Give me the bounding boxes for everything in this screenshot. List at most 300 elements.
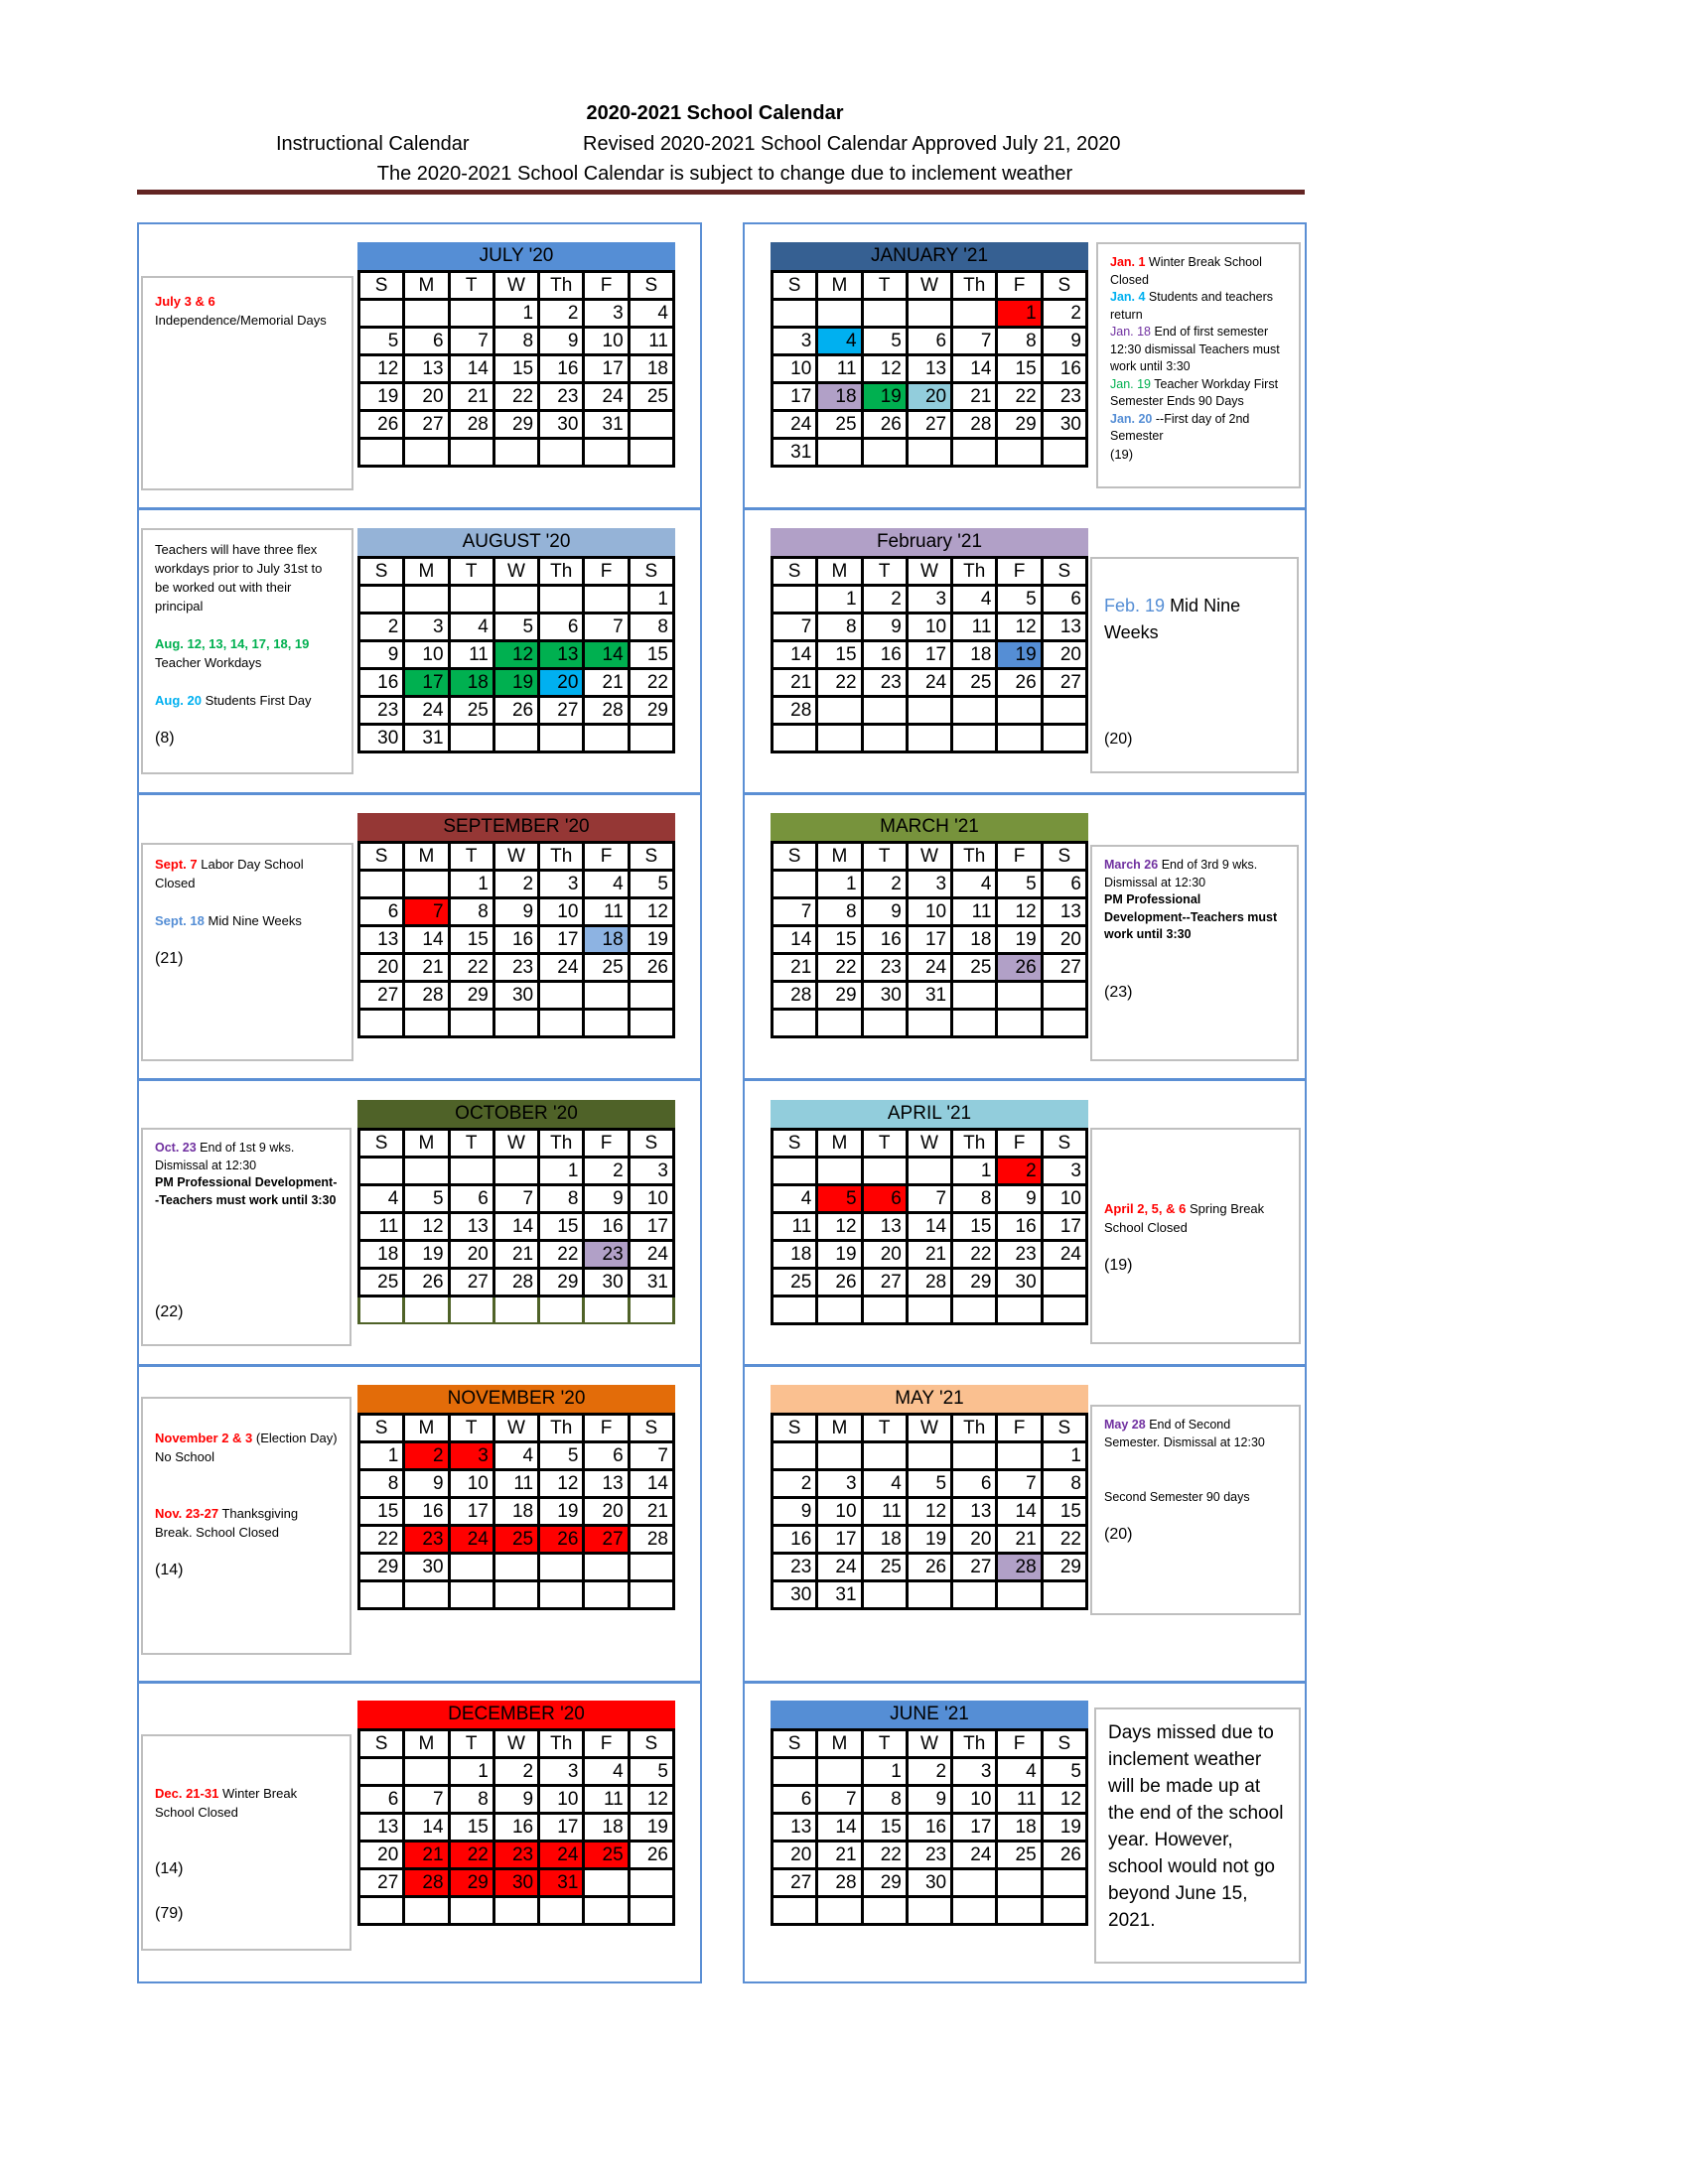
subtitle-instructional: Instructional Calendar <box>276 133 470 155</box>
day-cell: 7 <box>773 898 817 926</box>
day-cell: 15 <box>862 1814 907 1842</box>
day-cell: 11 <box>817 355 862 383</box>
empty-cell <box>359 1581 404 1609</box>
day-cell: 23 <box>1042 383 1086 411</box>
day-cell: 8 <box>862 1786 907 1814</box>
day-cell: 24 <box>907 954 951 982</box>
day-cell: 24 <box>773 411 817 439</box>
day-cell: 7 <box>584 614 629 641</box>
day-cell: 15 <box>359 1498 404 1526</box>
day-cell: 14 <box>493 1213 538 1241</box>
note-text: --First day of 2nd Semester <box>1110 411 1250 443</box>
note-date-label: Jan. 18 <box>1110 325 1152 339</box>
day-cell: 27 <box>1042 954 1086 982</box>
day-cell: 30 <box>997 1269 1042 1297</box>
empty-cell <box>493 1297 538 1324</box>
day-cell: 20 <box>584 1498 629 1526</box>
empty-cell <box>449 439 493 467</box>
day-cell: 28 <box>817 1869 862 1897</box>
empty-cell <box>907 1581 951 1609</box>
weekday-header: T <box>449 1415 493 1442</box>
month-grid <box>771 270 1088 468</box>
empty-cell <box>773 1758 817 1786</box>
month-grid <box>771 1413 1088 1610</box>
day-cell: 29 <box>449 1869 493 1897</box>
empty-cell <box>952 1581 997 1609</box>
weekday-header: S <box>1042 843 1086 871</box>
weekday-header: W <box>493 1730 538 1758</box>
day-cell: 15 <box>449 1814 493 1842</box>
empty-cell <box>1042 982 1086 1010</box>
weekday-header: S <box>1042 558 1086 586</box>
day-cell: 16 <box>493 1814 538 1842</box>
day-cell: 3 <box>817 1470 862 1498</box>
day-cell: 7 <box>952 328 997 355</box>
empty-cell <box>817 1158 862 1185</box>
empty-cell <box>584 586 629 614</box>
day-cell: 3 <box>539 1758 584 1786</box>
day-cell: 5 <box>862 328 907 355</box>
day-cell: 13 <box>1042 614 1086 641</box>
note-text: Independence/Memorial Days <box>155 313 327 328</box>
note-bold-text: PM Professional Development--Teachers must work until 3:30 <box>155 1175 338 1207</box>
empty-cell <box>539 1010 584 1037</box>
note-entry <box>155 911 340 930</box>
day-cell: 2 <box>404 1442 449 1470</box>
day-cell: 7 <box>629 1442 673 1470</box>
weekday-header: Th <box>539 1730 584 1758</box>
empty-cell <box>952 1010 997 1037</box>
day-cell: 30 <box>493 982 538 1010</box>
day-cell: 7 <box>404 1786 449 1814</box>
empty-cell <box>997 697 1042 725</box>
day-cell: 1 <box>359 1442 404 1470</box>
day-cell: 7 <box>404 898 449 926</box>
day-cell: 22 <box>449 1842 493 1869</box>
instructional-days-count: (23) <box>1104 983 1133 1001</box>
note-date-label: Jan. 20 <box>1110 411 1153 426</box>
weekday-header: M <box>404 558 449 586</box>
day-cell: 28 <box>449 411 493 439</box>
weekday-header: F <box>584 843 629 871</box>
empty-cell <box>539 1297 584 1324</box>
day-cell: 27 <box>539 697 584 725</box>
instructional-days-count: (20) <box>1104 1525 1133 1543</box>
empty-cell <box>404 1758 449 1786</box>
weekday-header: Th <box>952 1415 997 1442</box>
note-entry <box>155 634 340 672</box>
empty-cell <box>997 439 1042 467</box>
weekday-header: Th <box>952 1730 997 1758</box>
month-note-feb <box>1090 557 1299 773</box>
month-calendar-nov <box>357 1385 675 1610</box>
empty-cell <box>907 300 951 328</box>
day-cell: 19 <box>629 1814 673 1842</box>
day-cell: 10 <box>584 328 629 355</box>
empty-cell <box>773 871 817 898</box>
note-text: Students and teachers return <box>1110 290 1274 322</box>
note-text: End of 1st 9 wks. Dismissal at 12:30 <box>155 1141 295 1172</box>
month-grid <box>771 1728 1088 1926</box>
day-cell: 27 <box>773 1869 817 1897</box>
note-text: End of 3rd 9 wks. Dismissal at 12:30 <box>1104 858 1258 889</box>
row-divider <box>743 792 1307 795</box>
day-cell: 7 <box>817 1786 862 1814</box>
empty-cell <box>493 1010 538 1037</box>
day-cell: 30 <box>907 1869 951 1897</box>
month-note-jan <box>1096 242 1301 488</box>
day-cell: 29 <box>449 982 493 1010</box>
empty-cell <box>997 1897 1042 1925</box>
day-cell: 5 <box>404 1185 449 1213</box>
day-cell: 26 <box>359 411 404 439</box>
day-cell: 23 <box>539 383 584 411</box>
day-cell: 26 <box>404 1269 449 1297</box>
month-grid <box>357 1728 675 1926</box>
note-entry <box>1108 1719 1287 1934</box>
weekday-header: S <box>773 558 817 586</box>
empty-cell <box>449 725 493 752</box>
day-cell: 19 <box>817 1241 862 1269</box>
day-cell: 31 <box>584 411 629 439</box>
month-calendar-mar <box>771 813 1088 1038</box>
weekday-header: M <box>817 843 862 871</box>
day-cell: 23 <box>493 954 538 982</box>
day-cell: 5 <box>493 614 538 641</box>
day-cell: 5 <box>997 871 1042 898</box>
empty-cell <box>449 1554 493 1581</box>
month-grid <box>771 841 1088 1038</box>
row-divider <box>743 1078 1307 1081</box>
weekday-header: S <box>359 558 404 586</box>
weekday-header: S <box>1042 272 1086 300</box>
day-cell: 13 <box>404 355 449 383</box>
day-cell: 24 <box>584 383 629 411</box>
day-cell: 10 <box>539 898 584 926</box>
day-cell: 15 <box>539 1213 584 1241</box>
day-cell: 28 <box>773 982 817 1010</box>
weekday-header: T <box>862 272 907 300</box>
day-cell: 13 <box>1042 898 1086 926</box>
weekday-header: T <box>862 1415 907 1442</box>
day-cell: 6 <box>584 1442 629 1470</box>
empty-cell <box>952 439 997 467</box>
day-cell: 12 <box>862 355 907 383</box>
day-cell: 21 <box>817 1842 862 1869</box>
month-note-dec <box>141 1734 352 1951</box>
day-cell: 15 <box>997 355 1042 383</box>
note-date-label: November 2 & 3 <box>155 1431 253 1445</box>
weekday-header: Th <box>539 558 584 586</box>
day-cell: 25 <box>584 954 629 982</box>
weekday-header: S <box>773 1130 817 1158</box>
weekday-header: Th <box>952 843 997 871</box>
weekday-header: F <box>584 1415 629 1442</box>
day-cell: 29 <box>862 1869 907 1897</box>
empty-cell <box>449 1297 493 1324</box>
day-cell: 27 <box>862 1269 907 1297</box>
weekday-header: S <box>359 1730 404 1758</box>
day-cell: 7 <box>493 1185 538 1213</box>
day-cell: 4 <box>773 1185 817 1213</box>
empty-cell <box>952 1869 997 1897</box>
day-cell: 3 <box>584 300 629 328</box>
day-cell: 17 <box>817 1526 862 1554</box>
note-date-label: Aug. 20 <box>155 693 202 708</box>
day-cell: 11 <box>773 1213 817 1241</box>
day-cell: 17 <box>773 383 817 411</box>
day-cell: 16 <box>404 1498 449 1526</box>
day-cell: 29 <box>493 411 538 439</box>
day-cell: 14 <box>817 1814 862 1842</box>
row-divider <box>137 1681 702 1684</box>
empty-cell <box>359 439 404 467</box>
note-text: Mid Nine Weeks <box>1104 596 1241 642</box>
weekday-header: S <box>1042 1415 1086 1442</box>
weekday-header: S <box>359 1415 404 1442</box>
day-cell: 26 <box>1042 1842 1086 1869</box>
day-cell: 12 <box>629 1786 673 1814</box>
empty-cell <box>359 1297 404 1324</box>
day-cell: 15 <box>952 1213 997 1241</box>
day-cell: 4 <box>629 300 673 328</box>
subtitle-revised: Revised 2020-2021 School Calendar Approved July 21, 2020 <box>583 133 1121 155</box>
day-cell: 31 <box>404 725 449 752</box>
weekday-header: S <box>359 843 404 871</box>
day-cell: 8 <box>1042 1470 1086 1498</box>
day-cell: 5 <box>997 586 1042 614</box>
note-entry <box>1110 289 1287 324</box>
instructional-days-count: (14) <box>155 1860 184 1877</box>
empty-cell <box>404 1897 449 1925</box>
day-cell: 22 <box>359 1526 404 1554</box>
empty-cell <box>404 1010 449 1037</box>
day-cell: 5 <box>1042 1758 1086 1786</box>
month-calendar-may <box>771 1385 1088 1610</box>
empty-cell <box>1042 725 1086 752</box>
note-text: Labor Day School Closed <box>155 857 304 890</box>
day-cell: 15 <box>493 355 538 383</box>
weekday-header: F <box>584 1130 629 1158</box>
day-cell: 17 <box>907 641 951 669</box>
note-date-label: April 2, 5, & 6 <box>1104 1201 1187 1216</box>
day-cell: 9 <box>907 1786 951 1814</box>
day-cell: 2 <box>493 1758 538 1786</box>
day-cell: 5 <box>907 1470 951 1498</box>
empty-cell <box>773 725 817 752</box>
day-cell: 6 <box>359 898 404 926</box>
weekday-header: Th <box>952 558 997 586</box>
month-title: DECEMBER '20 <box>357 1701 675 1728</box>
day-cell: 5 <box>359 328 404 355</box>
empty-cell <box>862 439 907 467</box>
day-cell: 5 <box>629 871 673 898</box>
day-cell: 23 <box>862 669 907 697</box>
empty-cell <box>952 1297 997 1324</box>
day-cell: 28 <box>907 1269 951 1297</box>
day-cell: 3 <box>404 614 449 641</box>
empty-cell <box>952 300 997 328</box>
day-cell: 3 <box>773 328 817 355</box>
weekday-header: F <box>584 272 629 300</box>
day-cell: 8 <box>952 1185 997 1213</box>
day-cell: 17 <box>952 1814 997 1842</box>
day-cell: 3 <box>952 1758 997 1786</box>
day-cell: 2 <box>862 871 907 898</box>
day-cell: 1 <box>539 1158 584 1185</box>
row-divider <box>743 507 1307 510</box>
weekday-header: M <box>817 272 862 300</box>
row-divider <box>137 792 702 795</box>
empty-cell <box>1042 1581 1086 1609</box>
day-cell: 19 <box>359 383 404 411</box>
note-entry <box>155 1784 338 1822</box>
note-date-label: Dec. 21-31 <box>155 1786 219 1801</box>
empty-cell <box>907 1010 951 1037</box>
day-cell: 8 <box>817 614 862 641</box>
day-cell: 21 <box>773 954 817 982</box>
day-cell: 20 <box>952 1526 997 1554</box>
empty-cell <box>1042 1297 1086 1324</box>
day-cell: 30 <box>493 1869 538 1897</box>
day-cell: 25 <box>862 1554 907 1581</box>
weekday-header: S <box>629 272 673 300</box>
note-text: End of first semester 12:30 dismissal Teachers must work until 3:30 <box>1110 325 1280 373</box>
day-cell: 20 <box>773 1842 817 1869</box>
weekday-header: Th <box>539 272 584 300</box>
weekday-header: T <box>449 272 493 300</box>
day-cell: 6 <box>862 1185 907 1213</box>
empty-cell <box>862 1297 907 1324</box>
day-cell: 26 <box>493 697 538 725</box>
note-entry <box>1104 1199 1287 1237</box>
instructional-days-count: (19) <box>1104 1257 1133 1274</box>
instructional-days-count: (19) <box>1110 446 1134 462</box>
day-cell: 18 <box>359 1241 404 1269</box>
weekday-header: M <box>404 843 449 871</box>
month-note-apr <box>1090 1128 1301 1344</box>
day-cell: 11 <box>629 328 673 355</box>
day-cell: 20 <box>907 383 951 411</box>
day-cell: 19 <box>629 926 673 954</box>
day-cell: 28 <box>493 1269 538 1297</box>
day-cell: 24 <box>539 954 584 982</box>
empty-cell <box>584 725 629 752</box>
day-cell: 20 <box>359 1842 404 1869</box>
day-cell: 8 <box>629 614 673 641</box>
note-entry <box>155 540 340 615</box>
empty-cell <box>539 439 584 467</box>
month-title: SEPTEMBER '20 <box>357 813 675 841</box>
day-cell: 1 <box>449 1758 493 1786</box>
day-cell: 8 <box>359 1470 404 1498</box>
empty-cell <box>907 439 951 467</box>
empty-cell <box>817 1758 862 1786</box>
empty-cell <box>997 1297 1042 1324</box>
empty-cell <box>539 1581 584 1609</box>
day-cell: 27 <box>404 411 449 439</box>
weekday-header: Th <box>539 843 584 871</box>
day-cell: 10 <box>629 1185 673 1213</box>
month-note-may <box>1090 1405 1301 1615</box>
day-cell: 2 <box>862 586 907 614</box>
day-cell: 23 <box>404 1526 449 1554</box>
month-grid <box>771 1128 1088 1325</box>
note-date-label: March 26 <box>1104 858 1159 872</box>
day-cell: 12 <box>404 1213 449 1241</box>
note-text: Second Semester 90 days <box>1104 1490 1250 1504</box>
empty-cell <box>907 1442 951 1470</box>
day-cell: 22 <box>493 383 538 411</box>
weekday-header: F <box>997 1415 1042 1442</box>
month-calendar-aug <box>357 528 675 753</box>
header-divider <box>137 190 1305 195</box>
note-date-label: Oct. 23 <box>155 1141 197 1155</box>
empty-cell <box>359 300 404 328</box>
day-cell: 13 <box>952 1498 997 1526</box>
note-text: Mid Nine Weeks <box>208 913 302 928</box>
month-grid <box>771 556 1088 753</box>
weekday-header: W <box>493 1415 538 1442</box>
day-cell: 25 <box>997 1842 1042 1869</box>
weekday-header: M <box>404 1730 449 1758</box>
weekday-header: W <box>907 1415 951 1442</box>
weekday-header: T <box>449 1730 493 1758</box>
weekday-header: S <box>359 1130 404 1158</box>
day-cell: 29 <box>952 1269 997 1297</box>
day-cell: 25 <box>359 1269 404 1297</box>
semester-total-count: (79) <box>155 1905 184 1922</box>
empty-cell <box>817 1010 862 1037</box>
note-text: Spring Break School Closed <box>1104 1201 1265 1235</box>
note-text: Winter Break School Closed <box>155 1786 298 1820</box>
day-cell: 22 <box>539 1241 584 1269</box>
day-cell: 9 <box>493 1786 538 1814</box>
day-cell: 25 <box>952 954 997 982</box>
day-cell: 14 <box>952 355 997 383</box>
empty-cell <box>629 982 673 1010</box>
day-cell: 14 <box>584 641 629 669</box>
day-cell: 17 <box>629 1213 673 1241</box>
weekday-header: W <box>493 843 538 871</box>
day-cell: 14 <box>907 1213 951 1241</box>
day-cell: 23 <box>584 1241 629 1269</box>
day-cell: 17 <box>449 1498 493 1526</box>
month-calendar-oct <box>357 1100 675 1324</box>
month-calendar-jun <box>771 1701 1088 1926</box>
day-cell: 14 <box>997 1498 1042 1526</box>
empty-cell <box>817 697 862 725</box>
empty-cell <box>952 725 997 752</box>
day-cell: 26 <box>862 411 907 439</box>
day-cell: 20 <box>539 669 584 697</box>
day-cell: 27 <box>449 1269 493 1297</box>
month-grid <box>357 1413 675 1610</box>
note-date-label: Jan. 1 <box>1110 255 1146 269</box>
day-cell: 24 <box>629 1241 673 1269</box>
month-calendar-dec <box>357 1701 675 1926</box>
note-text: Teacher Workdays <box>155 655 262 670</box>
month-note-jul <box>141 276 353 490</box>
day-cell: 22 <box>952 1241 997 1269</box>
day-cell: 10 <box>773 355 817 383</box>
day-cell: 6 <box>449 1185 493 1213</box>
month-note-oct <box>141 1128 352 1346</box>
weekday-header: W <box>907 843 951 871</box>
empty-cell <box>493 1158 538 1185</box>
weekday-header: F <box>584 558 629 586</box>
day-cell: 30 <box>539 411 584 439</box>
